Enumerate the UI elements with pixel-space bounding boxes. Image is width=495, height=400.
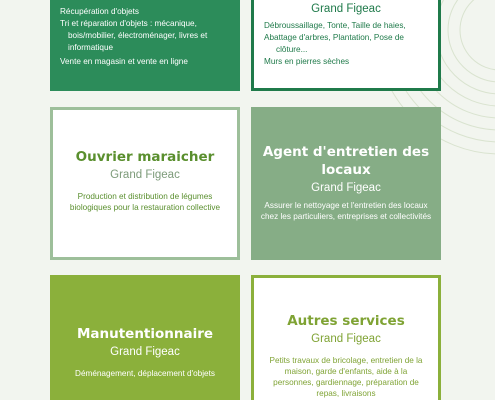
card-description: Production et distribution de légumes biologiques pour la restauration collective — [69, 192, 221, 212]
card-place: Grand Figeac — [311, 333, 381, 345]
card-agent-entretien[interactable] — [251, 107, 441, 260]
card-title-line2: locaux — [321, 162, 371, 178]
list-item: clôture... — [276, 45, 308, 54]
list-item: Vente en magasin et vente en ligne — [60, 57, 188, 66]
card-place: Grand Figeac — [110, 346, 180, 358]
card-manutentionnaire[interactable] — [50, 275, 240, 400]
card-place: Grand Figeac — [311, 3, 381, 15]
list-item: Abattage d'arbres, Plantation, Pose de — [264, 33, 404, 42]
card-title: Autres services — [287, 313, 405, 329]
list-item: Murs en pierres sèches — [264, 57, 350, 66]
list-item: Récupération d'objets — [60, 7, 139, 16]
card-title: Manutentionnaire — [76, 326, 214, 342]
list-item: Débroussaillage, Tonte, Taille de haies, — [264, 21, 406, 30]
list-item: Tri et réparation d'objets : mécanique, — [60, 19, 197, 28]
card-description: Assurer le nettoyage et l'entretien des locaux chez les particuliers, entreprises et collectivités — [260, 201, 432, 221]
list-item: bois/mobilier, électroménager, livres et — [68, 31, 208, 40]
card-recyclerie[interactable] — [50, 0, 240, 91]
card-description: Petits travaux de bricolage, entretien de la maison, garde d'enfants, aide à la personnes, gardiennage, préparation de repas, livraisons — [269, 356, 423, 398]
card-title: Ouvrier maraicher — [75, 149, 215, 165]
card-title-line1: Agent d'entretien des — [262, 144, 430, 160]
card-espaces-verts[interactable] — [251, 0, 441, 91]
card-autres-services[interactable] — [251, 275, 441, 400]
card-ouvrier-maraicher[interactable] — [50, 107, 240, 260]
card-description-list — [264, 0, 428, 67]
card-description: Déménagement, déplacement d'objets — [75, 369, 215, 378]
card-place: Grand Figeac — [311, 182, 381, 194]
card-description-list — [60, 6, 230, 67]
card-place: Grand Figeac — [110, 169, 180, 181]
list-item: informatique — [68, 43, 114, 52]
